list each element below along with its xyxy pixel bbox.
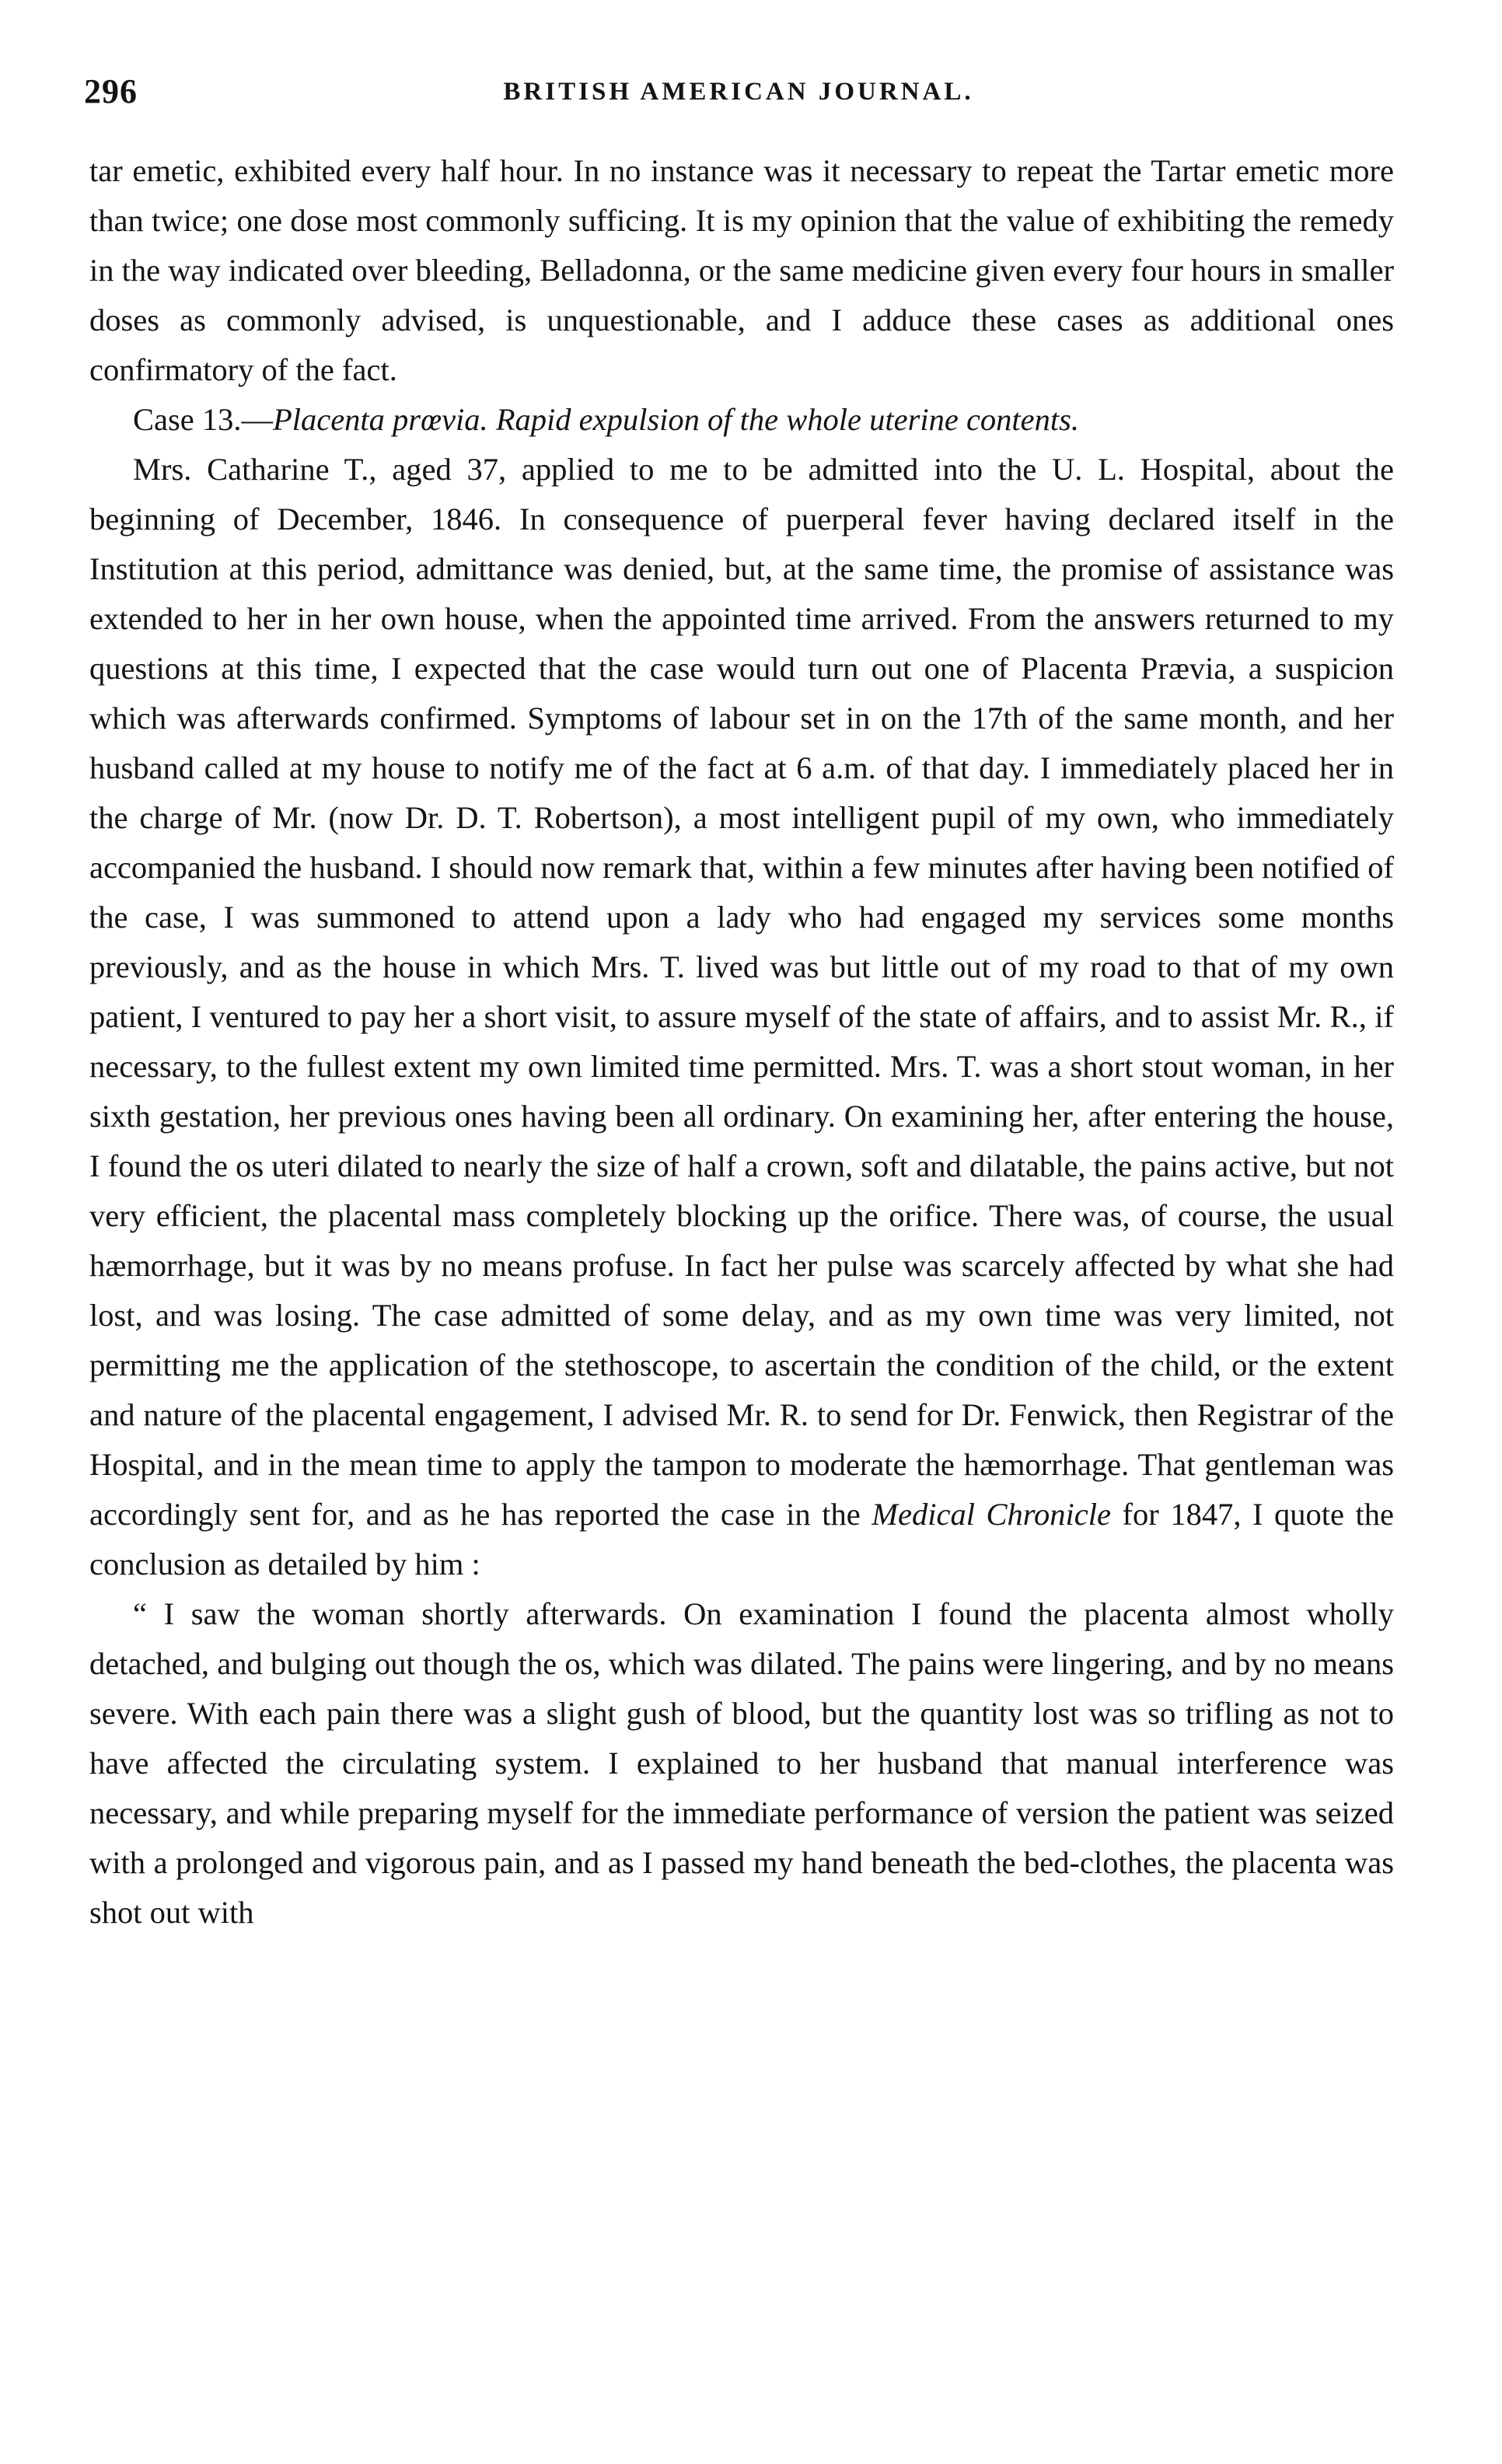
case-number: Case 13.—: [133, 402, 273, 437]
case-heading: [89, 395, 1394, 445]
journal-name: Medical Chronicle: [872, 1497, 1111, 1532]
case-title: Placenta prœvia.: [272, 402, 488, 437]
case-history-end: for 1847, I quote the conclusion as detailed by him :: [89, 1497, 1395, 1582]
paragraph-tartar-emetic: tar emetic, exhibited every half hour. In no instance was it necessary to repeat the Tartar emetic more than twice; one dose most commonly sufficing. It is my opinion that the value of exhibiting the remedy in the way indicated over bleeding, Belladonna, or the same medicine given every four hours in smaller doses as commonly advised, is unquestionable, and I adduce these cases as additional ones confirmatory of the fact.: [89, 153, 1394, 387]
page-header: [84, 72, 1393, 118]
case-subtitle: Rapid expulsion of the whole uterine contents.: [495, 402, 1080, 437]
page-number: 296: [84, 72, 138, 110]
case-history-text: Mrs. Catharine T., aged 37, applied to me to be admitted into the U. L. Hospital, about the beginning of December, 1846. In consequence of puerperal fever having declared itself in the Institution at this period, admittance was denied, but, at the same time, the promise of assistance was extended to her in her own house, when the appointed time arrived. From the answers returned to my questions at this time, I expected that the case would turn out one of Placenta Prævia, a suspicion which was afterwards confirmed. Symptoms of labour set in on the 17th of the same month, and her husband called at my house to notify me of the fact at 6 a.m. of that day. I immediately placed her in the charge of Mr. (now Dr. D. T. Robertson), a most intelligent pupil of my own, who immediately accompanied the husband. I should now remark that, within a few minutes after having been notified of the case, I was summoned to attend upon a lady who had engaged my services some months previously, and as the house in which Mrs. T. lived was but little out of my road to that of my own patient, I ventured to pay her a short visit, to assure myself of the state of affairs, and to assist Mr. R., if necessary, to the fullest extent my own limited time permitted. Mrs. T. was a short stout woman, in her sixth gestation, her previous ones having been all ordinary. On examining her, after entering the house, I found the os uteri dilated to nearly the size of half a crown, soft and dilatable, the pains active, but not very efficient, the placental mass completely blocking up the orifice. There was, of course, the usual hæmorrhage, but it was by no means profuse. In fact her pulse was scarcely affected by what she had lost, and was losing. The case admitted of some delay, and as my own time was very limited, not permitting me the application of the stethoscope, to ascertain the condition of the child, or the extent and nature of the placental engagement, I advised Mr. R. to send for Dr. Fenwick, then Registrar of the Hospital, and in the mean time to apply the tampon to moderate the hæmorrhage. That gentleman was accordingly sent for, and as he has reported the case in the: [89, 452, 1395, 1532]
paragraph-case-history: [89, 445, 1394, 1589]
running-title: BRITISH AMERICAN JOURNAL.: [503, 78, 974, 106]
body-text: [89, 146, 1394, 1938]
quoted-report: “ I saw the woman shortly afterwards. On examination I found the placenta almost wholly detached, and bulging out though the os, which was dilated. The pains were lingering, and by no means severe. With each pain there was a slight gush of blood, but the quantity lost was so trifling as not to have affected the circulating system. I explained to her husband that manual interference was necessary, and while preparing myself for the immediate performance of version the patient was seized with a prolonged and vigorous pain, and as I passed my hand beneath the bed-clothes, the placenta was shot out with: [89, 1596, 1394, 1930]
